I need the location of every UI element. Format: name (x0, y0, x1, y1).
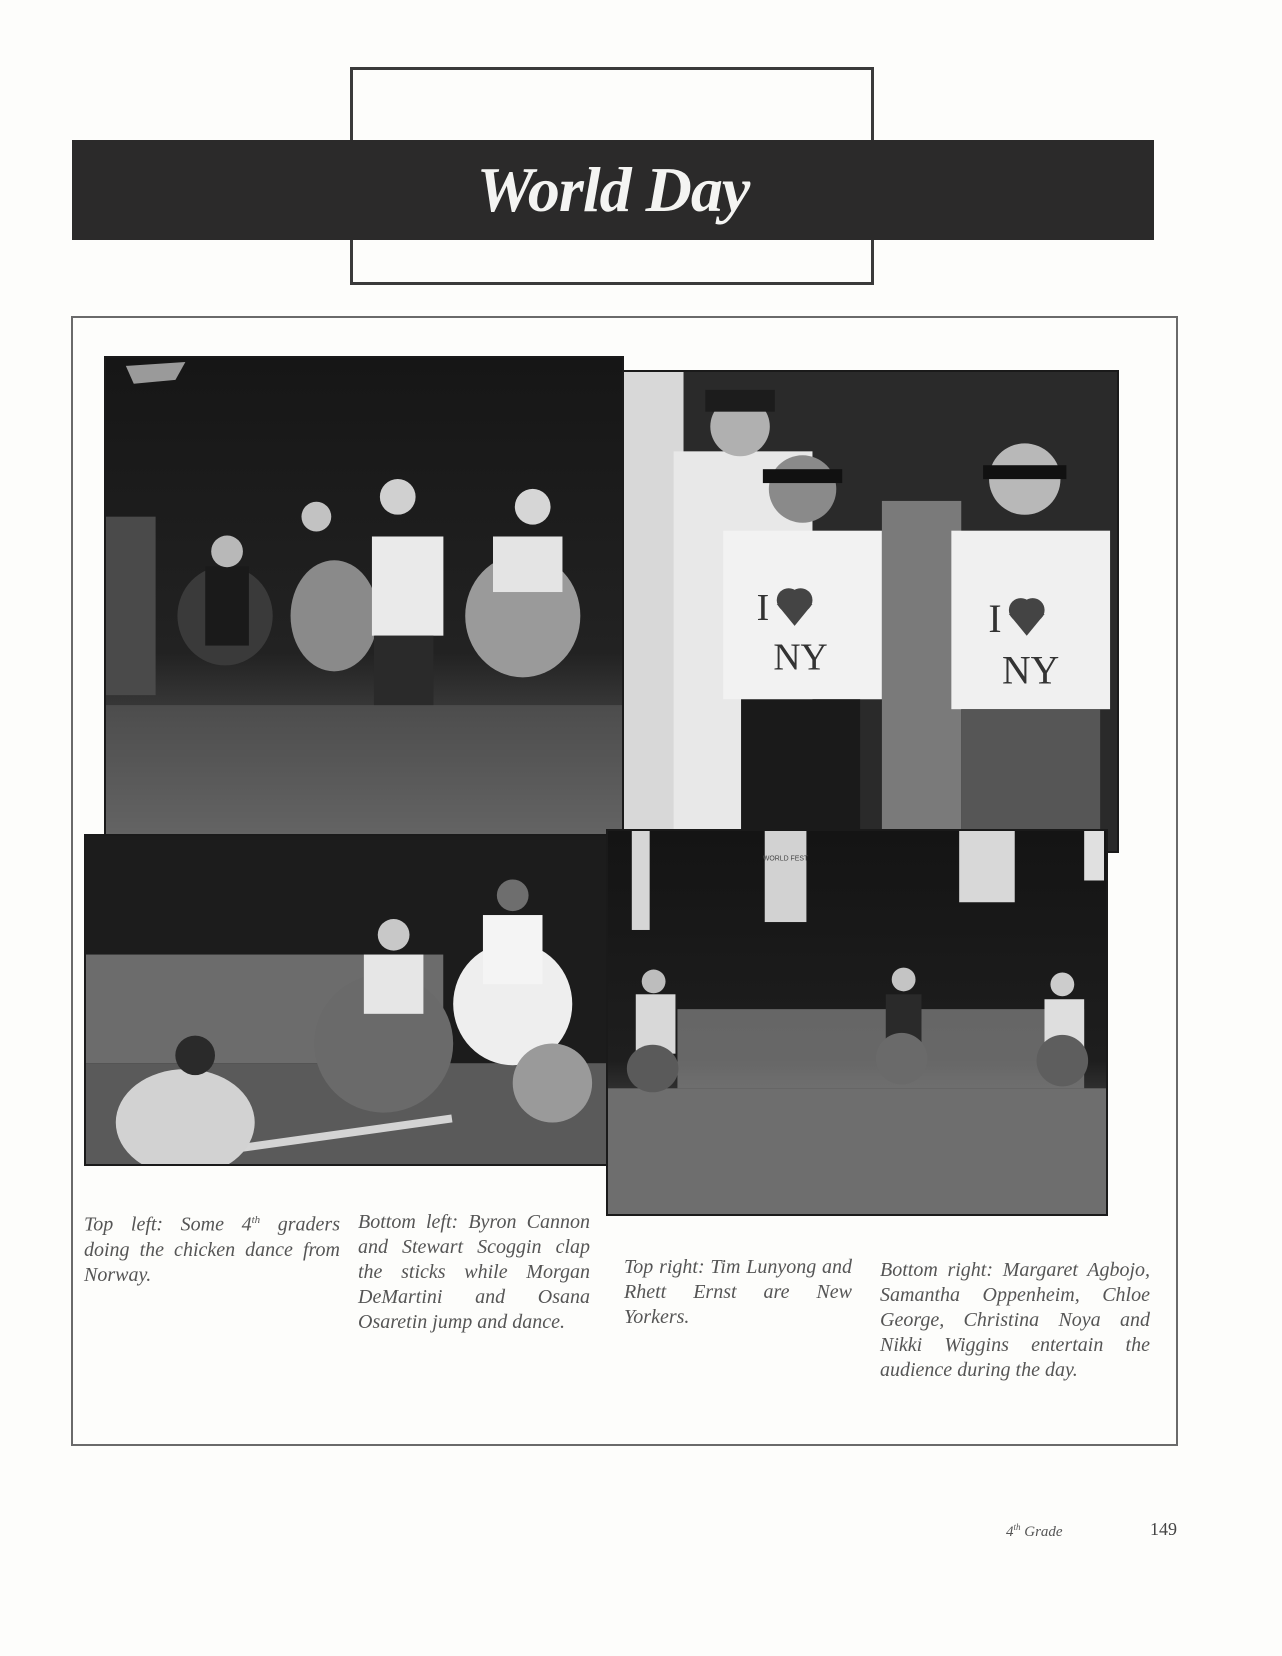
photo-top-left (104, 356, 624, 836)
footer-grade (1006, 1522, 1063, 1541)
caption-top-left-post: graders doing the chicken dance from Norway. (84, 1213, 340, 1286)
caption-bottom-left: Bottom left: Byron Cannon and Stewart Scoggin clap the sticks while Morgan DeMartini and Osana Osaretin jump and dance. (358, 1211, 590, 1333)
footer-grade-sup: th (1013, 1522, 1021, 1532)
caption-bottom-right: Bottom right: Margaret Agbojo, Samantha Oppenheim, Chloe George, Christina Noya and Nikki Wiggins entertain the audience during the day. (880, 1259, 1150, 1381)
caption-top-right: Top right: Tim Lunyong and Rhett Ernst are New Yorkers. (624, 1256, 852, 1328)
shirt-text-left-i: I (756, 586, 770, 629)
photo-bottom-left (84, 834, 608, 1166)
page-title: World Day (476, 154, 750, 225)
page-number: 149 (1150, 1519, 1177, 1539)
footer-grade-label: Grade (1024, 1524, 1063, 1540)
banner-text: WORLD FEST (762, 855, 809, 863)
footer-grade-num: 4 (1006, 1524, 1014, 1540)
caption-top-left-sup: th (251, 1214, 261, 1226)
title-banner (72, 140, 1154, 240)
caption-top-left (84, 1208, 340, 1288)
shirt-text-right-i: I (988, 596, 1002, 641)
shirt-text-left-ny: NY (773, 636, 828, 679)
caption-top-left-pre: Top left: Some 4 (84, 1213, 252, 1236)
photo-bottom-right (606, 829, 1108, 1216)
shirt-text-right-ny: NY (1002, 648, 1060, 693)
photo-top-right (622, 370, 1119, 853)
